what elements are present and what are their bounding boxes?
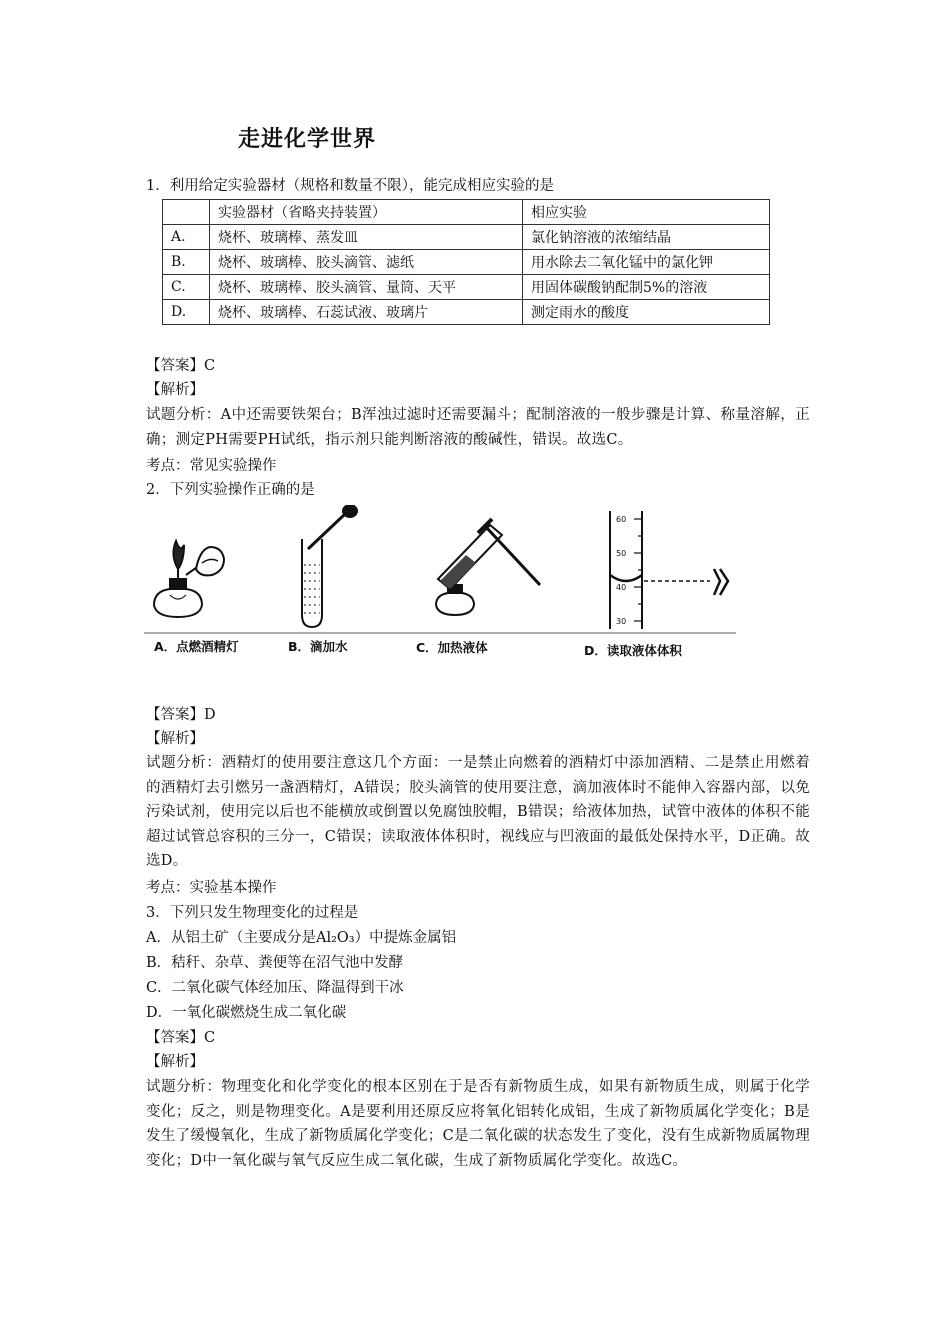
table-cell: 测定雨水的酸度 (523, 300, 770, 325)
cylinder-tick-label: 30 (616, 617, 627, 626)
q3-question: 3．下列只发生物理变化的过程是 (146, 905, 359, 921)
q1-question: 1．利用给定实验器材（规格和数量不限），能完成相应实验的是 (146, 178, 554, 194)
q3-analysis-label: 【解析】 (146, 1054, 204, 1070)
table-cell: D. (163, 300, 210, 325)
q2-analysis: 试题分析：酒精灯的使用要注意这几个方面：一是禁止向燃着的酒精灯中添加酒精、二是禁止用燃着的酒精灯去引燃另一盏酒精灯，A错误；胶头滴管的使用要注意，滴加液体时不能伸入容器内部，以免污染试剂，使用完以后也不能横放或倒置以免腐蚀胶帽，B错误；给液体加热，试管中液体的体积不能超过试管总容积的三分一，C错误；读取液体体积时，视线应与凹液面的最低处保持水平，D正确。故选D。 (146, 755, 810, 870)
cylinder-tick-label: 50 (616, 549, 627, 558)
q1-analysis: 试题分析：A中还需要铁架台；B浑浊过滤时还需要漏斗；配制溶液的一般步骤是计算、称量溶解，正确；测定PH需要PH试纸，指示剂只能判断溶液的酸碱性，错误。故选C。 (146, 407, 810, 448)
graduated-cylinder-icon (610, 511, 728, 629)
q2-question: 2．下列实验操作正确的是 (146, 482, 315, 498)
q3-answer: 【答案】C (146, 1030, 216, 1046)
q1-analysis-label: 【解析】 (146, 382, 204, 398)
cylinder-tick-label: 60 (616, 515, 627, 524)
dropper-test-tube-icon (302, 505, 357, 627)
table-header-row (163, 200, 770, 225)
q2-answer: 【答案】D (146, 707, 216, 723)
table-cell: 烧杯、玻璃棒、蒸发皿 (210, 225, 523, 250)
q1-table (162, 199, 770, 325)
table-row (163, 250, 770, 275)
q2-analysis-label: 【解析】 (146, 731, 204, 747)
table-header-cell: 实验器材（省略夹持装置） (210, 200, 523, 225)
table-cell: B. (163, 250, 210, 275)
table-header-cell (163, 200, 210, 225)
q3-option-b: B．秸秆、杂草、粪便等在沼气池中发酵 (146, 955, 404, 971)
table-cell: 烧杯、玻璃棒、胶头滴管、滤纸 (210, 250, 523, 275)
table-header-cell: 相应实验 (523, 200, 770, 225)
table-row (163, 225, 770, 250)
lab-operations-figure (140, 505, 740, 665)
table-cell: 烧杯、玻璃棒、石蕊试液、玻璃片 (210, 300, 523, 325)
q3-option-a: A．从铝土矿（主要成分是Al₂O₃）中提炼金属铝 (146, 930, 457, 946)
table-cell: 用固体碳酸钠配制5%的溶液 (523, 275, 770, 300)
figure-caption-d: D．读取液体体积 (584, 643, 682, 658)
q3-option-d: D．一氧化碳燃烧生成二氧化碳 (146, 1005, 347, 1021)
page-title: 走进化学世界 (238, 127, 377, 152)
table-cell: 氯化钠溶液的浓缩结晶 (523, 225, 770, 250)
table-cell: A. (163, 225, 210, 250)
figure-caption-a: A．点燃酒精灯 (154, 639, 239, 654)
q3-analysis: 试题分析：物理变化和化学变化的根本区别在于是否有新物质生成，如果有新物质生成，则属于化学变化；反之，则是物理变化。A是要利用还原反应将氧化铝转化成铝，生成了新物质属化学变化；B是发生了缓慢氧化，生成了新物质属化学变化；C是二氧化碳的状态发生了变化，没有生成新物质属物理变化；D中一氧化碳与氧气反应生成二氧化碳，生成了新物质属化学变化。故选C。 (146, 1079, 810, 1169)
alcohol-lamp-icon (154, 541, 224, 617)
q1-answer: 【答案】C (146, 358, 216, 374)
cylinder-tick-label: 40 (616, 583, 627, 592)
q1-point: 考点：常见实验操作 (146, 458, 277, 474)
table-cell: 烧杯、玻璃棒、胶头滴管、量筒、天平 (210, 275, 523, 300)
heating-test-tube-icon (436, 519, 540, 615)
figure-caption-c: C．加热液体 (416, 640, 488, 655)
table-cell: C. (163, 275, 210, 300)
table-row (163, 275, 770, 300)
q3-option-c: C．二氧化碳气体经加压、降温得到干冰 (146, 980, 404, 996)
table-cell: 用水除去二氧化锰中的氯化钾 (523, 250, 770, 275)
figure-caption-b: B．滴加水 (288, 639, 348, 654)
q2-point: 考点：实验基本操作 (146, 880, 277, 896)
table-row (163, 300, 770, 325)
